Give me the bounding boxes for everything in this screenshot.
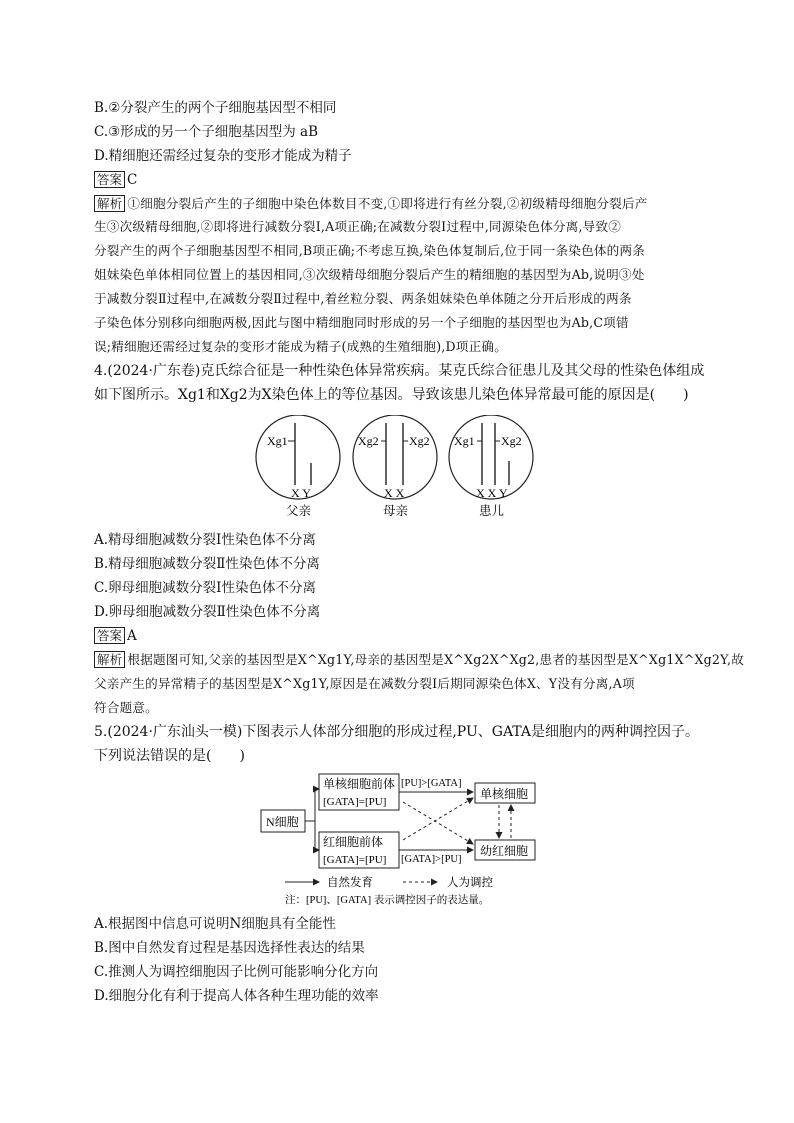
q3-option-d: D.精细胞还需经过复杂的变形才能成为精子	[94, 148, 352, 164]
q5-option-b: B.图中自然发育过程是基因选择性表达的结果	[94, 940, 365, 956]
erythrocyte-precursor-ratio: [GATA]=[PU]	[323, 854, 387, 866]
q4-option-d: D.卵母细胞减数分裂Ⅱ性染色体不分离	[94, 604, 321, 620]
q3-answer-value: C	[127, 172, 138, 188]
n-cell-label: N细胞	[266, 815, 299, 829]
q5-stem-line-2: 下列说法错误的是( )	[94, 748, 245, 764]
mother-cell	[353, 415, 437, 518]
diagram-note: 注：[PU]、[GATA] 表示调控因子的表达量。	[285, 895, 490, 906]
q3-option-c: C.③形成的另一个子细胞基因型为 aB	[94, 124, 319, 140]
q4-stem-line-2: 如下图所示。Xg1和Xg2为X染色体上的等位基因。导致该患儿染色体异常最可能的原因是( )	[94, 387, 689, 403]
explain-tag: 解析	[94, 195, 125, 212]
q4-option-a: A.精母细胞减数分裂Ⅰ性染色体不分离	[94, 532, 316, 548]
legend-artificial-label: 人为调控	[447, 877, 493, 889]
q3-explain-line-4: 姐妹染色单体相同位置上的基因相同,③次级精母细胞分裂后产生的精细胞的基因型为Ab,说明③处	[94, 267, 645, 282]
gene-label: Xg1	[267, 434, 288, 448]
q4-option-b: B.精母细胞减数分裂Ⅱ性染色体不分离	[94, 556, 320, 572]
bottom-arrow-label: [GATA]>[PU]	[401, 854, 462, 865]
explain-tag: 解析	[94, 651, 125, 668]
q3-explain-line-2: 生③次级精母细胞,②即将进行减数分裂Ⅰ,A项正确;在减数分裂Ⅰ过程中,同源染色体分离,导致②	[94, 219, 622, 234]
q3-explain-line-6: 子染色体分别移向细胞两极,因此与图中精细胞同时形成的另一个子细胞的基因型也为Ab,C项错	[94, 315, 629, 330]
gene-label: Xg2	[501, 434, 522, 448]
q3-explain-line-3: 分裂产生的两个子细胞基因型不相同,B项正确;不考虑互换,染色体复制后,位于同一条染色体的两条	[94, 243, 646, 258]
answer-tag: 答案	[94, 627, 125, 644]
gene-label: Xg1	[454, 434, 475, 448]
legend-natural-label: 自然发育	[327, 877, 373, 889]
q4-answer	[94, 627, 137, 645]
q5-option-a: A.根据图中信息可说明N细胞具有全能性	[94, 916, 336, 932]
q5-stem-line-1: 5.(2024·广东汕头一模)下图表示人体部分细胞的形成过程,PU、GATA是细胞内的两种调控因子。	[94, 724, 699, 740]
monocyte-precursor-label: 单核细胞前体	[323, 777, 396, 791]
q4-stem-line-1: 4.(2024·广东卷)克氏综合征是一种性染色体异常疾病。某克氏综合征患儿及其父母的性染色体组成	[94, 363, 705, 379]
chromosome-label: X X Y	[476, 486, 508, 500]
q3-explain-line-5: 于减数分裂Ⅱ过程中,在减数分裂Ⅱ过程中,着丝粒分裂、两条姐妹染色单体随之分开后形成的两条	[94, 291, 632, 306]
mother-label: 母亲	[383, 504, 409, 518]
answer-tag: 答案	[94, 171, 125, 188]
erythroblast-label: 幼红细胞	[480, 844, 529, 858]
chromosome-label: X Y	[291, 486, 311, 500]
top-arrow-label: [PU]>[GATA]	[401, 778, 462, 789]
child-label: 患儿	[479, 504, 505, 518]
monocyte-label: 单核细胞	[480, 787, 529, 801]
gene-label: Xg2	[358, 434, 379, 448]
child-cell	[449, 415, 533, 518]
q4-explain-line-2: 父亲产生的异常精子的基因型是X^Xg1Y,原因是在减数分裂Ⅰ后期同源染色体X、Y没有分离,A项	[94, 676, 635, 691]
monocyte-precursor-ratio: [GATA]=[PU]	[323, 796, 387, 808]
father-cell	[256, 415, 340, 518]
q4-option-c: C.卵母细胞减数分裂Ⅰ性染色体不分离	[94, 580, 316, 596]
q5-option-d: D.细胞分化有利于提高人体各种生理功能的效率	[94, 988, 379, 1004]
q4-explain-line-1: 解析 根据题图可知,父亲的基因型是X^Xg1Y,母亲的基因型是X^Xg2X^Xg2,患者的基因型是X^Xg1X^Xg2Y,故	[94, 651, 744, 669]
erythrocyte-precursor-label: 红细胞前体	[323, 835, 384, 849]
karyotype-figure	[255, 415, 545, 523]
q3-answer	[94, 171, 137, 189]
father-label: 父亲	[286, 504, 312, 518]
q4-answer-value: A	[127, 628, 137, 644]
q3-explain-line-1: 解析 ①细胞分裂后产生的子细胞中染色体数目不变,①即将进行有丝分裂,②初级精母细胞分裂后产	[94, 195, 648, 213]
differentiation-diagram	[255, 772, 545, 907]
q3-option-b: B.②分裂产生的两个子细胞基因型不相同	[94, 100, 337, 116]
q4-explain-line-3: 符合题意。	[94, 700, 158, 715]
q5-option-c: C.推测人为调控细胞因子比例可能影响分化方向	[94, 964, 379, 980]
q3-explain-line-7: 误;精细胞还需经过复杂的变形才能成为精子(成熟的生殖细胞),D项正确。	[94, 339, 507, 354]
chromosome-label: X X	[384, 486, 405, 500]
gene-label: Xg2	[409, 434, 430, 448]
